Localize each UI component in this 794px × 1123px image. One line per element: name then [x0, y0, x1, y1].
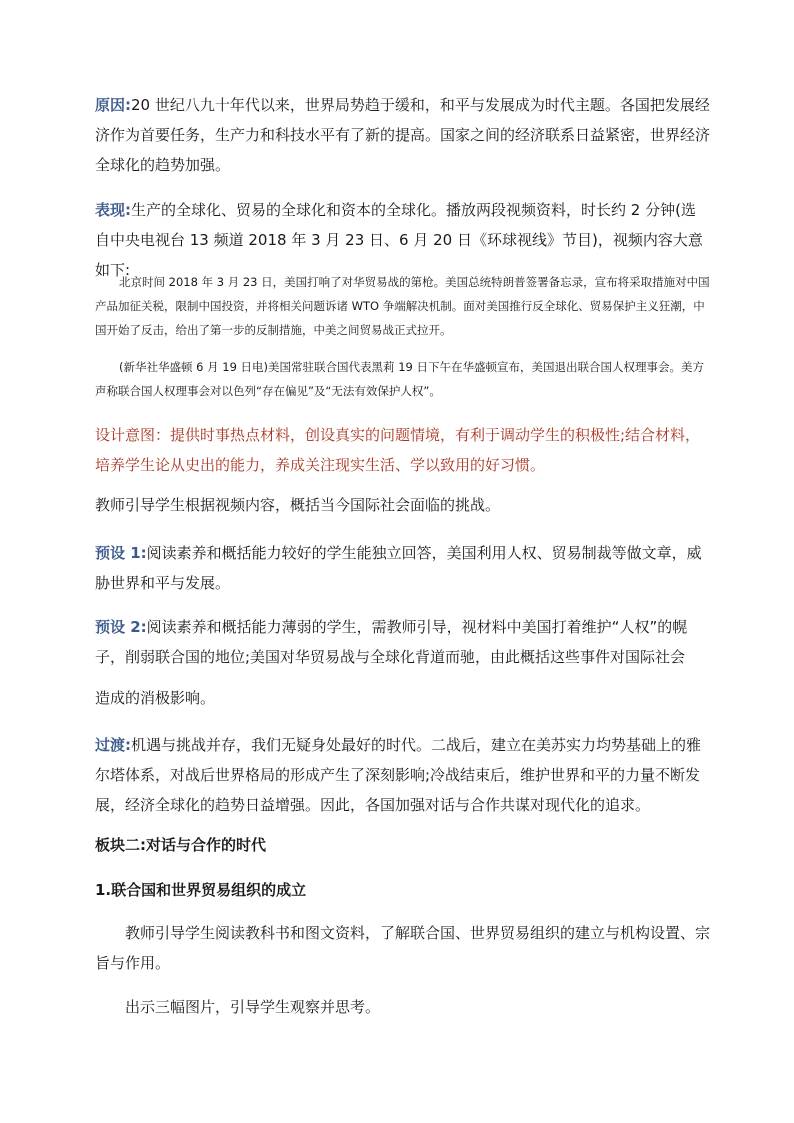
transition	[95, 730, 710, 820]
preset-2-label: 预设 2:	[95, 618, 147, 636]
preset-2	[95, 612, 710, 672]
teacher-guidance: 教师引导学生根据视频内容，概括当今国际社会面临的挑战。	[95, 496, 501, 514]
section-heading: 板块二:对话与合作的时代	[95, 836, 266, 854]
design-intent: 设计意图：提供时事热点材料，创设真实的问题情境，有利于调动学生的积极性;结合材料，培养学生论从史出的能力，养成关注现实生活、学以致用的好习惯。	[95, 426, 701, 474]
preset-2-text: 阅读素养和概括能力薄弱的学生，需教师引导，视材料中美国打着维护“人权”的幌子，削弱联合国的地位;美国对华贸易战与全球化背道而驰，由此概括这些事件对国际社会	[95, 618, 688, 666]
transition-label: 过渡:	[95, 736, 131, 754]
quote-human-rights: (新华社华盛顿 6 月 19 日电)美国常驻联合国代表黑莉 19 日下午在华盛顿宣布，美国退出联合国人权理事会。美方声称联合国人权理事会对以色列“存在偏见”及“无法有效保护人权”。	[95, 360, 704, 398]
image-guidance: 出示三幅图片，引导学生观察并思考。	[125, 998, 381, 1016]
paragraph-cause	[95, 90, 710, 180]
preset-1-label: 预设 1:	[95, 544, 147, 562]
quote-trade-war: 北京时间 2018 年 3 月 23 日，美国打响了对华贸易战的第枪。美国总统特朗普签署备忘录，宣布将采取措施对中国产品加征关税，限制中国投资，并将相关问题诉诸 WTO 争端解决机制。面对美国推行反全球化、贸易保护主义狂潮，中国开始了反击，给出了第一步的反制措施，中美之间贸易战正式拉开。	[95, 275, 710, 337]
transition-text: 机遇与挑战并存，我们无疑身处最好的时代。二战后，建立在美苏实力均势基础上的雅尔塔体系，对战后世界格局的形成产生了深刻影响;冷战结束后，维护世界和平的力量不断发展，经济全球化的趋势日益增强。因此，各国加强对话与合作共谋对现代化的追求。	[95, 736, 702, 814]
manifestation-label: 表现:	[95, 201, 131, 219]
reading-guidance: 教师引导学生阅读教科书和图文资料，了解联合国、世界贸易组织的建立与机构设置、宗旨与作用。	[95, 924, 711, 972]
cause-text: 20 世纪八九十年代以来，世界局势趋于缓和，和平与发展成为时代主题。各国把发展经济作为首要任务，生产力和科技水平有了新的提高。国家之间的经济联系日益紧密，世界经济全球化的趋势加强。	[95, 96, 711, 174]
subsection-heading: 1.联合国和世界贸易组织的成立	[95, 881, 307, 899]
manifestation-text: 生产的全球化、贸易的全球化和资本的全球化。播放两段视频资料，时长约 2 分钟(选自中央电视台 13 频道 2018 年 3 月 23 日、6 月 20 日《环球视线》节目)，视频内容大意如下:	[95, 201, 703, 279]
preset-1-text: 阅读素养和概括能力较好的学生能独立回答，美国利用人权、贸易制裁等做文章，威胁世界和平与发展。	[95, 544, 702, 592]
preset-2-continuation: 造成的消极影响。	[95, 689, 216, 707]
cause-label: 原因:	[95, 96, 131, 114]
preset-1	[95, 538, 710, 598]
